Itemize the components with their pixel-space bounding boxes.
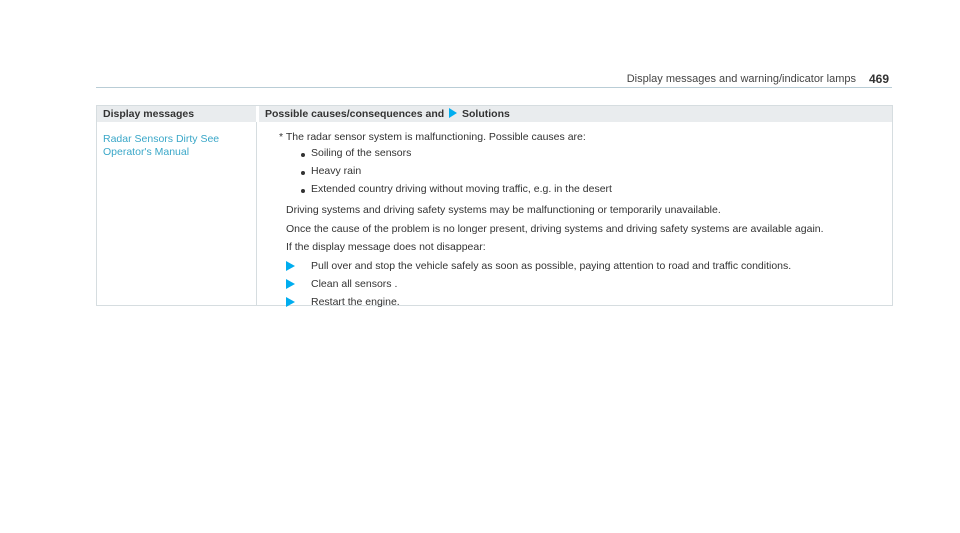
cause-item: Extended country driving without moving traffic, e.g. in the desert	[311, 183, 612, 195]
bullet-dot	[301, 189, 305, 193]
arrow-right-icon	[449, 108, 457, 118]
step-arrow-icon	[286, 297, 295, 307]
section-title: Display messages and warning/indicator lamps	[626, 73, 856, 85]
display-message-line-1: Radar Sensors Dirty See	[103, 133, 220, 145]
column-header-display-messages: Display messages	[103, 108, 195, 120]
page-header	[96, 73, 892, 88]
step-arrow-icon	[286, 261, 295, 271]
table-header	[97, 106, 892, 122]
solution-step: Restart the engine.	[311, 296, 400, 308]
page-number: 469	[868, 72, 889, 86]
display-message	[103, 133, 219, 159]
display-message-line-2: Operator's Manual	[103, 146, 190, 158]
column-header-causes-solutions	[265, 108, 510, 120]
cause-item: Heavy rain	[311, 165, 362, 177]
display-message-table	[96, 105, 893, 306]
info-paragraph: If the display message does not disappear:	[286, 241, 486, 253]
info-paragraph: Once the cause of the problem is no longer present, driving systems and driving safety systems are available again.	[286, 223, 824, 235]
step-arrow-icon	[286, 279, 295, 289]
column-header-suffix: Solutions	[462, 108, 510, 120]
bullet-dot	[301, 153, 305, 157]
column-divider	[256, 106, 257, 305]
bullet-dot	[301, 171, 305, 175]
header-divider-gap	[256, 106, 259, 122]
cause-item: Soiling of the sensors	[311, 147, 412, 159]
solution-step: Clean all sensors .	[311, 278, 398, 290]
column-header-prefix: Possible causes/consequences and	[265, 108, 445, 120]
info-paragraph: Driving systems and driving safety systems may be malfunctioning or temporarily unavailable.	[286, 204, 721, 216]
cause-intro: * The radar sensor system is malfunctioning. Possible causes are:	[279, 131, 586, 143]
solution-step: Pull over and stop the vehicle safely as soon as possible, paying attention to road and traffic conditions.	[311, 260, 792, 272]
